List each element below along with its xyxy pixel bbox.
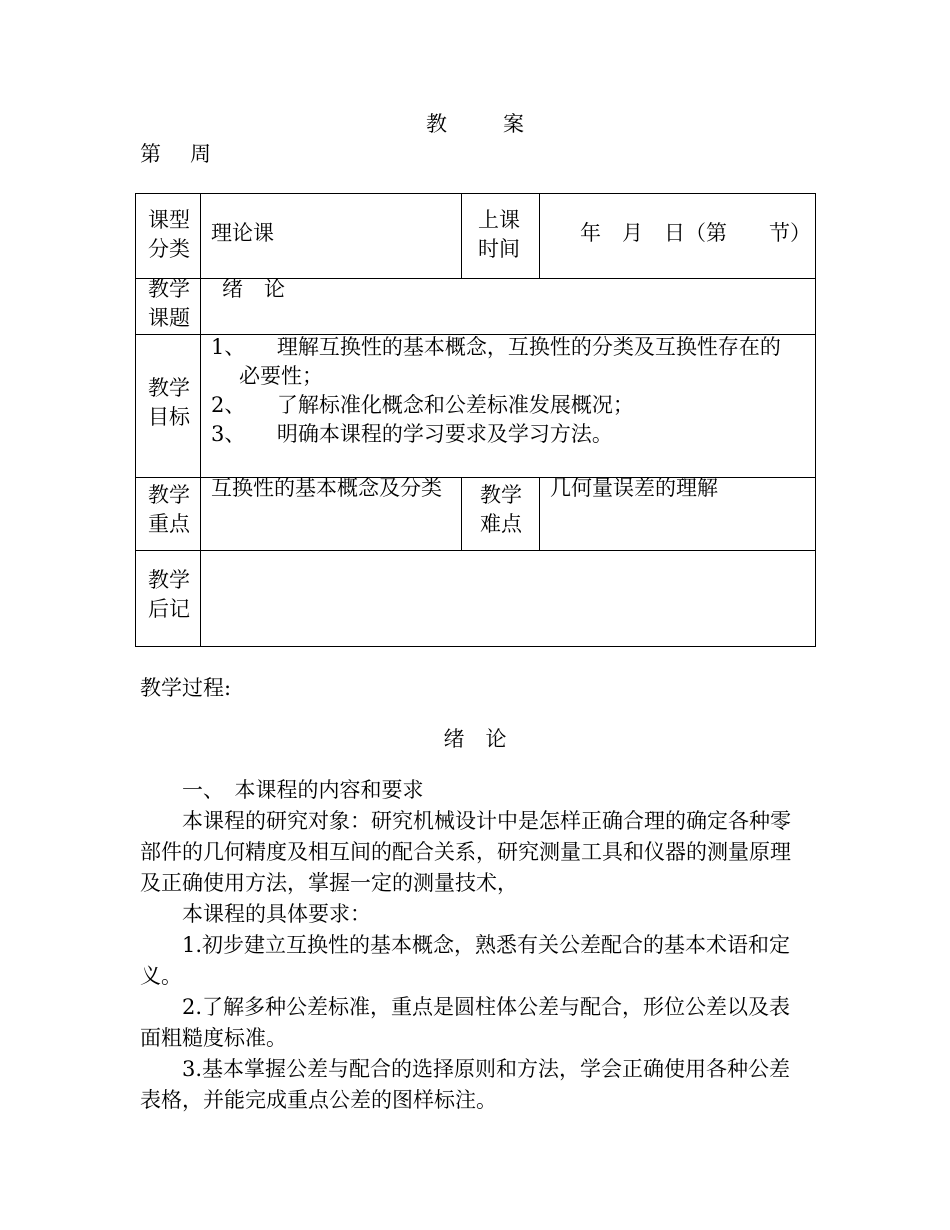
table-column-divider xyxy=(200,193,201,647)
goal-item: 1、 理解互换性的基本概念，互换性的分类及互换性存在的 xyxy=(211,335,781,359)
requirement-line: 2.了解多种公差标准，重点是圆柱体公差与配合，形位公差以及表 xyxy=(182,995,791,1019)
paragraph-line: 部件的几何精度及相互间的配合关系，研究测量工具和仪器的测量原理 xyxy=(140,840,791,864)
requirement-line: 表格，并能完成重点公差的图样标注。 xyxy=(140,1088,497,1112)
requirement-line: 3.基本掌握公差与配合的选择原则和方法，学会正确使用各种公差 xyxy=(182,1057,791,1081)
requirement-line: 面粗糙度标准。 xyxy=(140,1026,287,1050)
label-line: 教学 xyxy=(148,376,190,400)
subsection-heading: 一、 本课程的内容和要求 xyxy=(182,778,424,802)
section-content xyxy=(140,775,812,1116)
label-line: 分类 xyxy=(148,237,190,261)
key-point-label xyxy=(148,481,190,539)
paragraph-line: 本课程的具体要求： xyxy=(182,902,371,926)
label-line: 难点 xyxy=(480,512,522,536)
requirement-line: 义。 xyxy=(140,964,182,988)
label-line: 教学 xyxy=(148,483,190,507)
week-label: 第周 xyxy=(140,142,240,166)
table-border-bottom xyxy=(135,646,816,647)
lesson-topic-label xyxy=(148,275,190,333)
process-heading: 教学过程: xyxy=(140,676,232,700)
section-title: 绪 论 xyxy=(443,727,507,751)
table-column-divider xyxy=(461,477,462,551)
difficulty-label xyxy=(480,481,522,539)
lesson-topic-value: 绪 论 xyxy=(222,277,285,301)
table-column-divider xyxy=(539,477,540,551)
table-border-left xyxy=(135,193,136,647)
table-border-top xyxy=(135,193,816,194)
teaching-goal-list xyxy=(211,333,781,449)
label-line: 重点 xyxy=(148,512,190,536)
course-type-value: 理论课 xyxy=(211,221,274,245)
course-type-label xyxy=(148,206,190,264)
label-line: 课型 xyxy=(148,208,190,232)
label-line: 教学 xyxy=(148,568,190,592)
label-line: 时间 xyxy=(478,237,520,261)
class-time-label xyxy=(478,206,520,264)
label-line: 后记 xyxy=(148,597,190,621)
label-line: 教学 xyxy=(480,483,522,507)
goal-item: 3、 明确本课程的学习要求及学习方法。 xyxy=(211,422,613,446)
document-title: 教案 xyxy=(426,112,580,136)
table-column-divider xyxy=(539,193,540,279)
teaching-notes-label xyxy=(148,566,190,624)
teaching-goal-label xyxy=(148,374,190,432)
paragraph-line: 本课程的研究对象：研究机械设计中是怎样正确合理的确定各种零 xyxy=(182,809,791,833)
label-line: 目标 xyxy=(148,405,190,429)
paragraph-line: 及正确使用方法，掌握一定的测量技术， xyxy=(140,871,518,895)
goal-item-continued: 必要性； xyxy=(239,364,323,388)
label-line: 上课 xyxy=(478,208,520,232)
difficulty-value: 几何量误差的理解 xyxy=(550,476,718,500)
class-time-value: 年 月 日（第 节） xyxy=(580,221,811,245)
goal-item: 2、 了解标准化概念和公差标准发展概况； xyxy=(211,393,634,417)
table-row-divider xyxy=(135,550,816,551)
table-border-right xyxy=(815,193,816,647)
label-line: 教学 xyxy=(148,277,190,301)
requirement-line: 1.初步建立互换性的基本概念，熟悉有关公差配合的基本术语和定 xyxy=(182,933,791,957)
table-column-divider xyxy=(461,193,462,279)
label-line: 课题 xyxy=(148,306,190,330)
key-point-value: 互换性的基本概念及分类 xyxy=(211,476,442,500)
